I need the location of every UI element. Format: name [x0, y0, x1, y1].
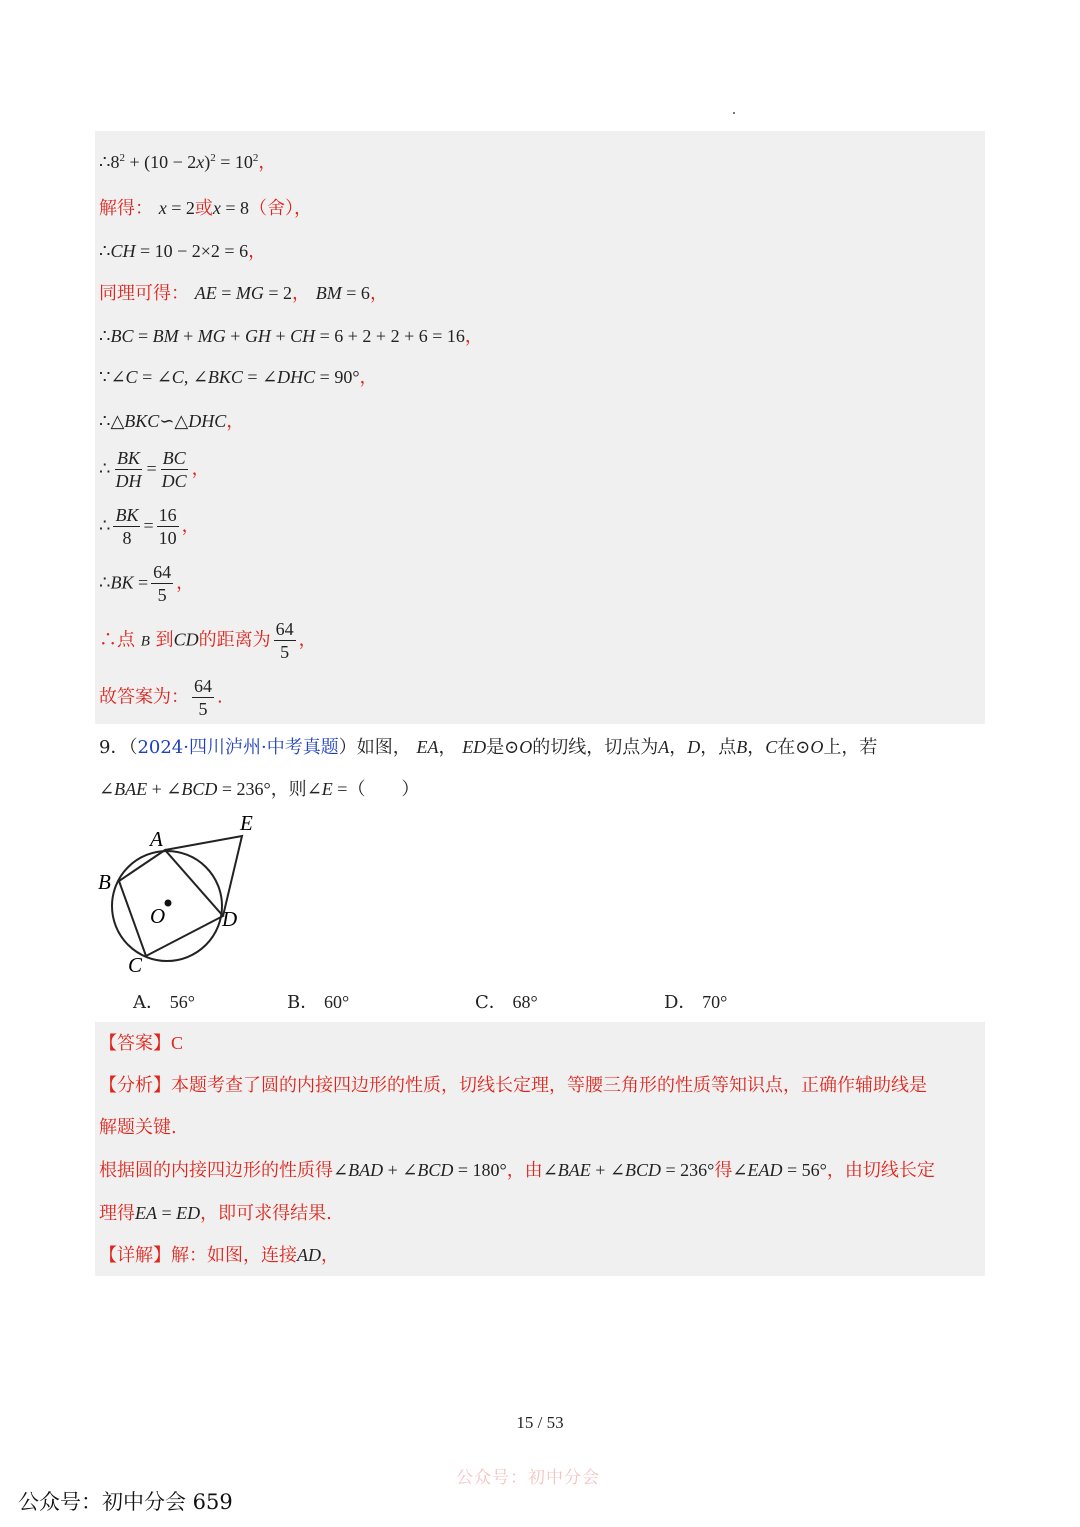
- analysis-line-2: 解题关键.: [99, 1117, 177, 1138]
- tangent-lines: [165, 836, 242, 916]
- solution-line-10: ∴BK = $\frac{64}{5}$ ，: [99, 562, 195, 605]
- solution-line-12: 故答案为： $\frac{64}{5}$ .: [99, 676, 223, 719]
- answer-line: 【答案】C: [99, 1033, 184, 1054]
- solution-line-11: ∴点 B 到CD的距离为 $\frac{64}{5}$ ，: [99, 619, 317, 662]
- question-stem-line-2: ∠BAE + ∠BCD = 236°，则∠E =（ ）: [99, 779, 420, 800]
- option-c[interactable]: C． 68°: [475, 992, 538, 1013]
- label-a: A: [150, 827, 163, 851]
- solution-line-8: ∴ $\frac{BK}{DH}$ = $\frac{BC}{DC}$ ，: [99, 448, 210, 491]
- question-stem-line-1: 9．（2024·四川泸州·中考真题）如图， EA， ED是⊙O的切线，切点为A，D，点B，C在⊙O上，若: [99, 737, 878, 758]
- label-o: O: [150, 904, 166, 928]
- solution-line-3: ∴CH = 10 − 2×2 = 6，: [99, 241, 267, 262]
- account-caption: 公众号：初中分会 659: [18, 1490, 233, 1514]
- label-e: E: [240, 811, 253, 835]
- option-b[interactable]: B． 60°: [287, 992, 350, 1013]
- solution-line-7: ∴△BKC∽△DHC，: [99, 411, 245, 432]
- page-number: 15 / 53: [516, 1413, 564, 1432]
- solution-line-5: ∴BC = BM + MG + GH + CH = 6 + 2 + 2 + 6 = 16，: [99, 326, 483, 347]
- question-source: 2024·四川泸州·中考真题: [137, 737, 339, 758]
- option-d[interactable]: D． 70°: [664, 992, 728, 1013]
- label-c: C: [128, 953, 143, 977]
- stray-dot: [733, 112, 735, 114]
- analysis-line-3: 根据圆的内接四边形的性质得∠BAD + ∠BCD = 180°，由∠BAE + ∠BCD = 236°得∠EAD = 56°，由切线长定: [99, 1160, 935, 1181]
- option-a[interactable]: A． 56°: [133, 992, 195, 1013]
- geometry-figure: [92, 808, 272, 978]
- answer-box: [95, 1022, 985, 1276]
- solution-line-9: ∴ $\frac{BK}{8}$ = $\frac{16}{10}$ ，: [99, 505, 200, 548]
- label-d: D: [222, 907, 238, 931]
- watermark: 公众号：初中分会: [456, 1468, 600, 1488]
- solution-line-1: $\therefore 8^2 + (10 - 2x)^2 = 10^2$，: [99, 152, 277, 173]
- solution-line-6: ∵∠C = ∠C, ∠BKC = ∠DHC = 90°，: [99, 367, 378, 388]
- analysis-line-1: 【分析】本题考查了圆的内接四边形的性质，切线长定理，等腰三角形的性质等知识点，正确作辅助线是: [99, 1075, 927, 1096]
- solution-line-4: 同理可得： AE = MG = 2， BM = 6，: [99, 283, 388, 304]
- analysis-line-4: 理得EA = ED，即可求得结果.: [99, 1203, 332, 1224]
- label-b: B: [98, 870, 111, 894]
- solution-line-2: 解得： x = 2或x = 8（舍），: [99, 198, 313, 219]
- center-point: [165, 900, 172, 907]
- detail-line: 【详解】解：如图，连接AD，: [99, 1245, 339, 1266]
